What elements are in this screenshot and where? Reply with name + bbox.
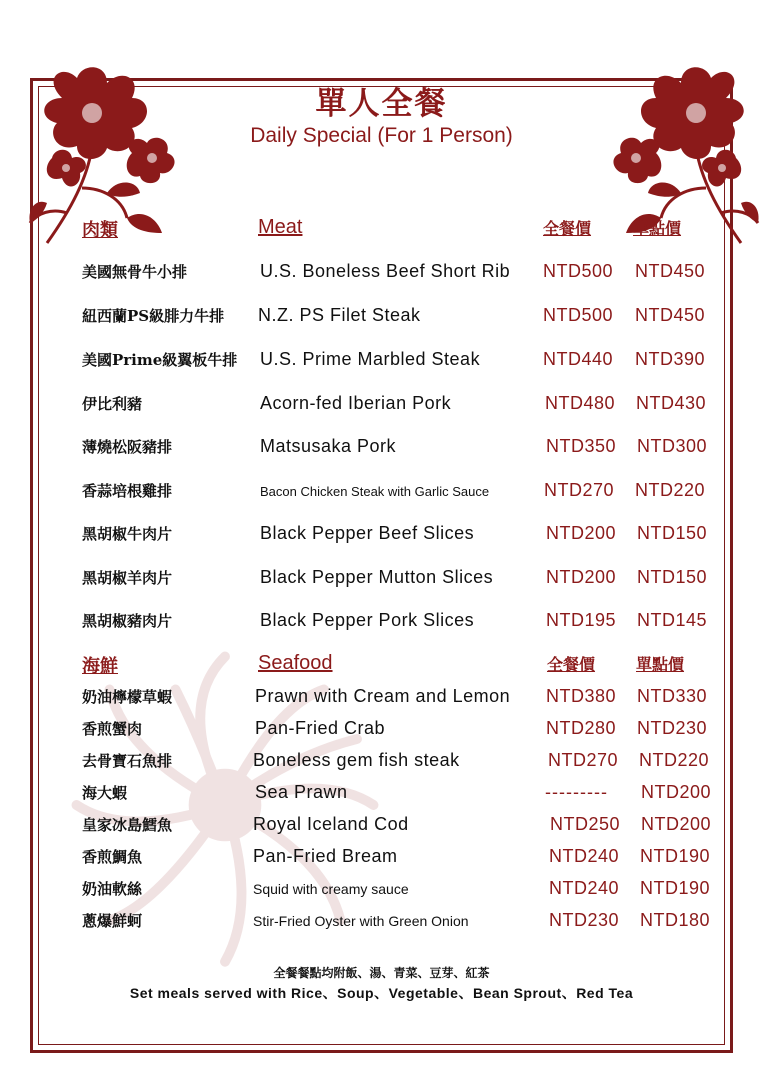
item-set-price: NTD200 [546, 523, 617, 543]
item-name-chinese: 美國Prime級翼板牛排 [82, 351, 238, 369]
item-set-price: NTD440 [543, 349, 614, 369]
item-name-chinese: 伊比利豬 [82, 395, 143, 413]
item-set-price: NTD380 [546, 686, 617, 706]
item-single-price: NTD430 [636, 393, 707, 413]
meat-section-header [0, 216, 763, 242]
menu-item-row [0, 750, 763, 776]
item-single-price: NTD330 [637, 686, 708, 706]
menu-title-chinese: 單人全餐 [315, 86, 448, 122]
menu-item-row [0, 686, 763, 712]
menu-item-row [0, 782, 763, 808]
single-price-column-header: 單點價 [633, 219, 682, 238]
item-name-english: Bacon Chicken Steak with Garlic Sauce [260, 484, 490, 499]
item-name-english: Boneless gem fish steak [253, 750, 460, 770]
menu-item-row [0, 610, 763, 636]
item-set-price: NTD500 [543, 305, 614, 325]
item-name-english: Pan-Fried Crab [255, 718, 386, 738]
item-single-price: NTD150 [637, 567, 708, 587]
set-price-column-header: 全餐價 [547, 655, 596, 674]
item-name-english: Acorn-fed Iberian Pork [260, 393, 452, 413]
item-name-english: Sea Prawn [255, 782, 348, 802]
item-set-price: NTD350 [546, 436, 617, 456]
item-single-price: NTD220 [639, 750, 710, 770]
item-name-chinese: 薄燒松阪豬排 [82, 438, 173, 456]
set-price-column-header: 全餐價 [543, 219, 592, 238]
item-name-chinese: 黑胡椒牛肉片 [82, 525, 173, 543]
item-set-price: NTD200 [546, 567, 617, 587]
set-meal-note-english: Set meals served with Rice、Soup、Vegetable、Bean Sprout、Red Tea [129, 985, 634, 1001]
item-name-english: Royal Iceland Cod [253, 814, 409, 834]
item-name-english: Squid with creamy sauce [253, 881, 409, 897]
item-single-price: NTD450 [635, 305, 706, 325]
item-set-price: NTD280 [546, 718, 617, 738]
single-price-column-header: 單點價 [636, 655, 685, 674]
menu-item-row [0, 261, 763, 287]
item-name-english: Pan-Fried Bream [253, 846, 398, 866]
seafood-heading-chinese: 海鮮 [82, 656, 118, 677]
item-name-english: Prawn with Cream and Lemon [255, 686, 511, 706]
meat-heading-chinese: 肉類 [82, 220, 118, 241]
item-name-chinese: 香煎鯛魚 [82, 848, 143, 866]
item-name-chinese: 海大蝦 [82, 784, 128, 802]
item-set-price: NTD480 [545, 393, 616, 413]
meat-heading-english: Meat [258, 216, 303, 238]
item-name-chinese: 紐西蘭PS級腓力牛排 [82, 307, 225, 325]
item-set-price: NTD250 [550, 814, 621, 834]
item-single-price: NTD450 [635, 261, 706, 281]
item-name-english: Black Pepper Pork Slices [260, 610, 475, 630]
item-name-chinese: 黑胡椒豬肉片 [82, 612, 173, 630]
item-single-price: NTD150 [637, 523, 708, 543]
item-single-price: NTD220 [635, 480, 706, 500]
item-single-price: NTD200 [641, 782, 712, 802]
seafood-section-header [0, 652, 763, 678]
menu-item-row [0, 436, 763, 462]
menu-item-row [0, 305, 763, 331]
item-single-price: NTD180 [640, 910, 711, 930]
menu-title-english: Daily Special (For 1 Person) [250, 124, 513, 147]
item-single-price: NTD200 [641, 814, 712, 834]
item-set-price: NTD230 [549, 910, 620, 930]
item-name-chinese: 去骨寶石魚排 [82, 752, 173, 770]
item-set-price: NTD270 [548, 750, 619, 770]
item-name-chinese: 皇家冰島鱈魚 [82, 816, 173, 834]
menu-item-row [0, 480, 763, 506]
item-single-price: NTD145 [637, 610, 708, 630]
menu-item-row [0, 349, 763, 375]
item-name-english: Black Pepper Mutton Slices [260, 567, 494, 587]
item-set-price: NTD240 [549, 878, 620, 898]
item-set-price: NTD270 [544, 480, 615, 500]
item-name-english: Stir-Fried Oyster with Green Onion [253, 913, 469, 929]
item-set-price: NTD500 [543, 261, 614, 281]
menu-item-row [0, 910, 763, 936]
item-set-price-unavailable: --------- [545, 782, 608, 802]
item-name-english: U.S. Boneless Beef Short Rib [260, 261, 511, 281]
item-single-price: NTD300 [637, 436, 708, 456]
menu-item-row [0, 393, 763, 419]
item-name-english: N.Z. PS Filet Steak [258, 305, 421, 325]
item-set-price: NTD195 [546, 610, 617, 630]
set-meal-note-chinese: 全餐餐點均附飯、湯、青菜、豆芽、紅茶 [273, 966, 490, 980]
menu-item-row [0, 567, 763, 593]
item-name-english: U.S. Prime Marbled Steak [260, 349, 481, 369]
item-set-price: NTD240 [549, 846, 620, 866]
item-name-chinese: 美國無骨牛小排 [82, 263, 188, 281]
item-single-price: NTD190 [640, 878, 711, 898]
item-name-chinese: 蔥爆鮮蚵 [82, 912, 143, 930]
item-name-chinese: 奶油軟絲 [82, 880, 143, 898]
item-name-chinese: 香蒜培根雞排 [82, 482, 173, 500]
menu-item-row [0, 814, 763, 840]
seafood-heading-english: Seafood [258, 652, 333, 674]
menu-item-row [0, 846, 763, 872]
item-single-price: NTD390 [635, 349, 706, 369]
item-name-english: Black Pepper Beef Slices [260, 523, 475, 543]
item-name-english: Matsusaka Pork [260, 436, 397, 456]
menu-item-row [0, 523, 763, 549]
menu-item-row [0, 718, 763, 744]
item-name-chinese: 香煎蟹肉 [82, 720, 143, 738]
menu-item-row [0, 878, 763, 904]
item-single-price: NTD190 [640, 846, 711, 866]
item-single-price: NTD230 [637, 718, 708, 738]
item-name-chinese: 黑胡椒羊肉片 [82, 569, 173, 587]
item-name-chinese: 奶油檸檬草蝦 [82, 688, 173, 706]
